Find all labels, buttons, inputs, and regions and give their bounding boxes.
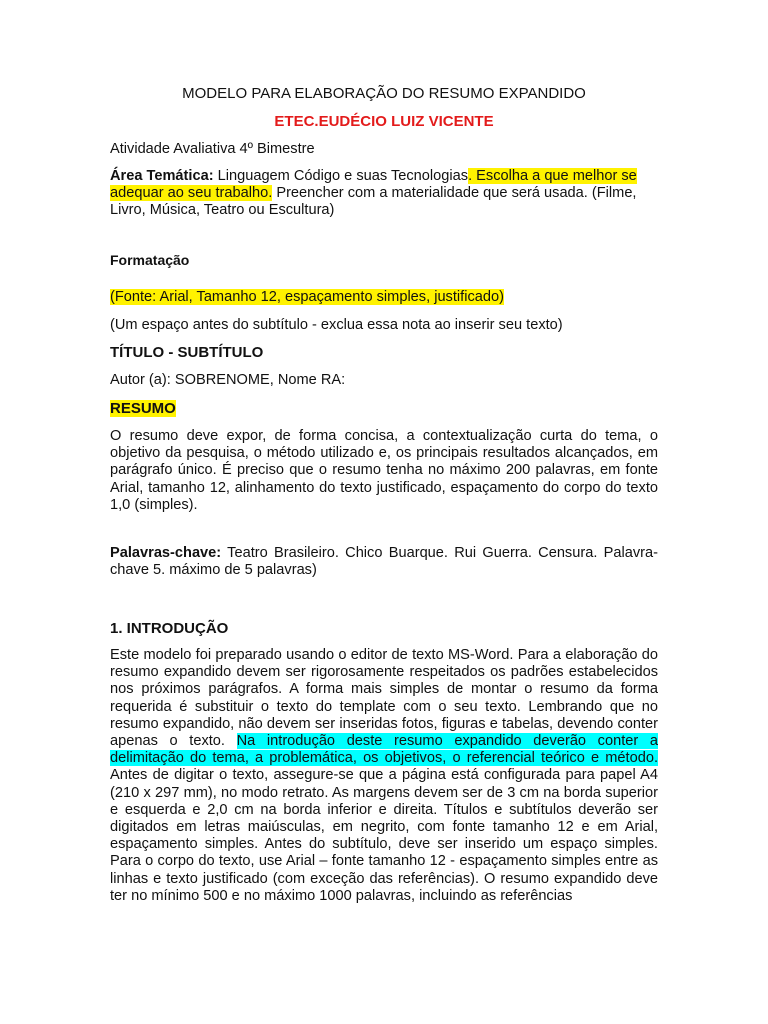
keywords-paragraph [110, 545, 658, 579]
formatacao-heading: Formatação [110, 252, 190, 268]
school-name: ETEC.EUDÉCIO LUIZ VICENTE [274, 113, 494, 130]
activity-line: Atividade Avaliativa 4º Bimestre [110, 141, 315, 157]
keywords-label: Palavras-chave: [110, 545, 222, 561]
resumo-heading-highlight: RESUMO [110, 400, 176, 417]
introduction-paragraph [110, 647, 658, 905]
resumo-heading [110, 400, 658, 417]
area-tematica-text: Linguagem Código e suas Tecnologias [213, 168, 469, 184]
introduction-highlight: Na introdução deste resumo expandido deverão conter a delimitação do tema, a problemática, os objetivos, o referencial teórico e método. [110, 733, 658, 767]
spacing-note: (Um espaço antes do subtítulo - exclua essa nota ao inserir seu texto) [110, 317, 563, 333]
title-subtitle-heading: TÍTULO - SUBTÍTULO [110, 344, 264, 361]
document-title: MODELO PARA ELABORAÇÃO DO RESUMO EXPANDIDO [182, 85, 586, 102]
keywords-text: Teatro Brasileiro. Chico Buarque. Rui Guerra. Censura. Palavra-chave 5. máximo de 5 palavras) [110, 545, 658, 579]
font-format-note [110, 289, 658, 306]
font-format-highlight: (Fonte: Arial, Tamanho 12, espaçamento simples, justificado) [110, 289, 504, 305]
introduction-text-after: Antes de digitar o texto, assegure-se que a página está configurada para papel A4 (210 x 297 mm), no modo retrato. As margens devem ser de 3 cm na borda superior e esquerda e 2,0 cm na borda inferior e direita. Títulos e subtítulos deverão ser digitados em letras maiúsculas, em negrito, com fonte tamanho 12 e em Arial, espaçamento simples. Antes do subtítulo, deve ser inserido um espaço simples. Para o corpo do texto, use Arial – fonte tamanho 12 - espaçamento simples entre as linhas e texto justificado (com exceção das referências). O resumo expandido deve ter no mínimo 500 e no máximo 1000 palavras, incluindo as referências [110, 767, 658, 904]
area-tematica-after: Preencher com a materialidade que será usada. (Filme, Livro, Música, Teatro ou Escultura) [110, 185, 637, 219]
author-line: Autor (a): SOBRENOME, Nome RA: [110, 372, 346, 388]
area-tematica-paragraph [110, 168, 658, 220]
introduction-text-before: Este modelo foi preparado usando o editor de texto MS-Word. Para a elaboração do resumo expandido devem ser rigorosamente respeitados os padrões estabelecidos nos próximos parágrafos. A forma mais simples de montar o resumo da forma requerida é substituir o texto do template com o seu texto. Lembrando que no resumo expandido, não devem ser inseridas fotos, figuras e tabelas, devendo conter apenas o texto. [110, 647, 658, 750]
area-tematica-highlight: . Escolha a que melhor se adequar ao seu trabalho. [110, 168, 637, 202]
introduction-heading: 1. INTRODUÇÃO [110, 620, 229, 637]
resumo-paragraph: O resumo deve expor, de forma concisa, a contextualização curta do tema, o objetivo da pesquisa, o método utilizado e, os principais resultados alcançados, em parágrafo único. É preciso que o resumo tenha no máximo 200 palavras, em fonte Arial, tamanho 12, alinhamento do texto justificado, espaçamento do corpo do texto 1,0 (simples). [110, 428, 658, 513]
area-tematica-label: Área Temática: [110, 168, 214, 184]
